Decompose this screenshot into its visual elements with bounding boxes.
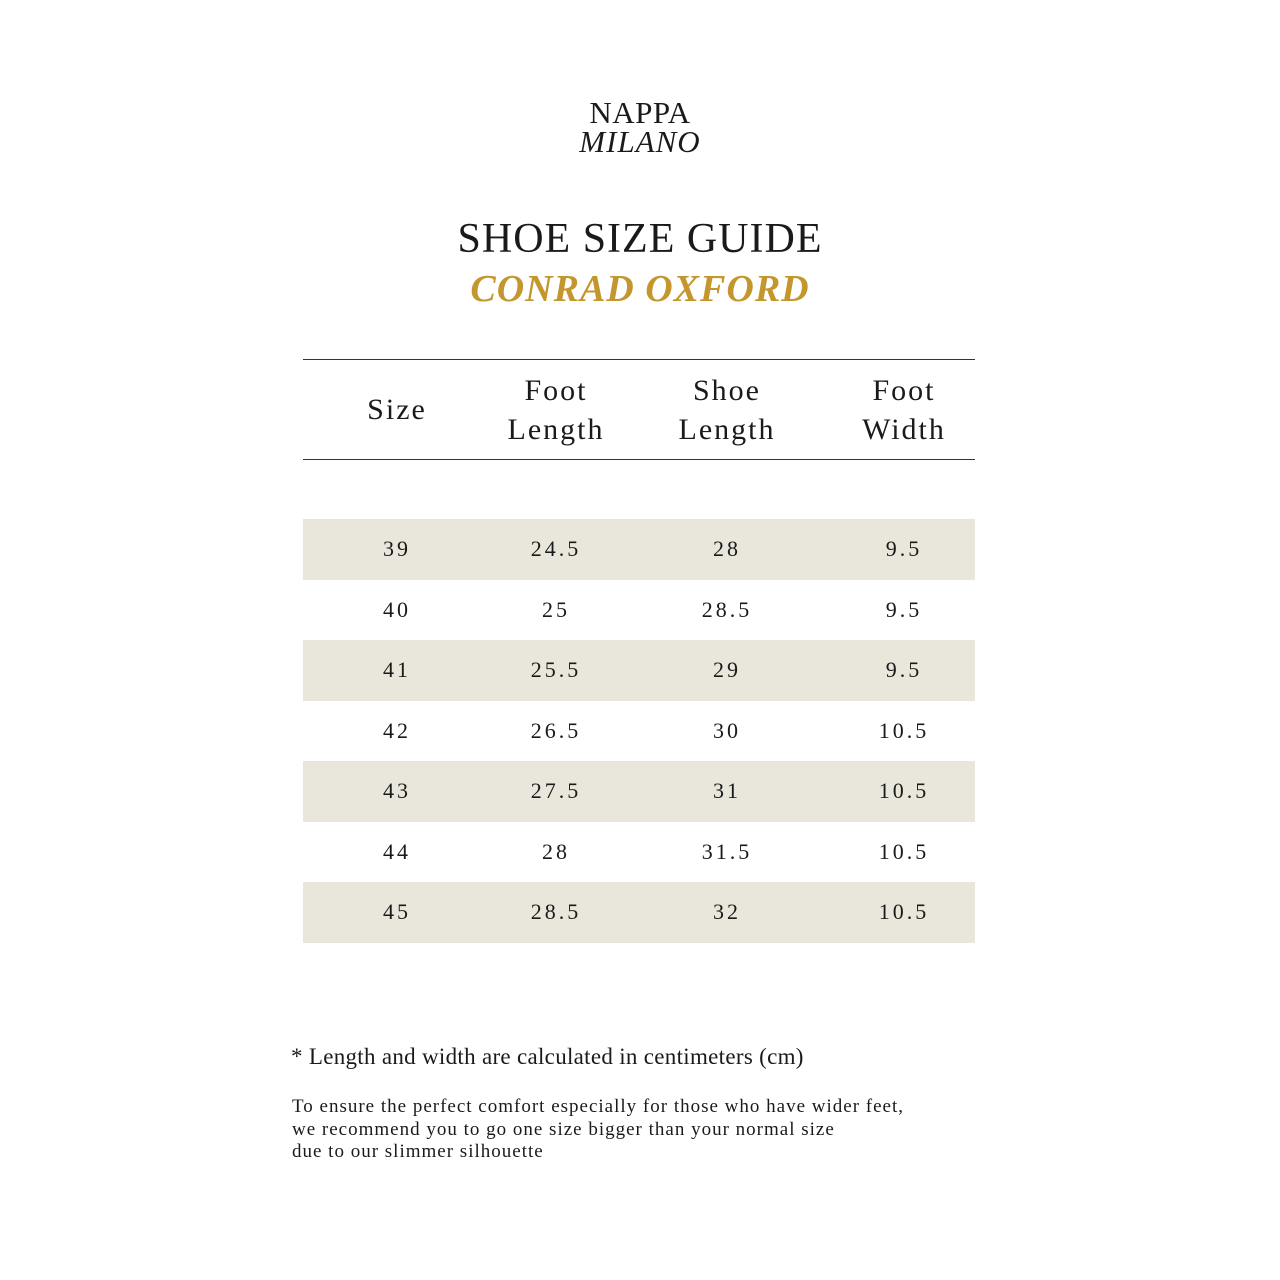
table-row xyxy=(303,761,975,822)
table-body xyxy=(303,519,975,943)
cell-foot-width: 9.5 xyxy=(885,596,923,622)
fit-advice-line: due to our slimmer silhouette xyxy=(292,1141,544,1162)
header-foot-width: Foot Width xyxy=(862,373,946,446)
cell-shoe-length: 32 xyxy=(713,899,741,925)
cell-foot-width: 10.5 xyxy=(878,838,930,864)
cell-foot-width: 9.5 xyxy=(885,657,923,683)
units-note: * Length and width are calculated in centimeters (cm) xyxy=(291,1044,804,1069)
cell-foot-length: 24.5 xyxy=(530,536,582,562)
table-row xyxy=(303,640,975,701)
cell-shoe-length: 31.5 xyxy=(701,838,753,864)
cell-shoe-length: 29 xyxy=(713,657,741,683)
table-row xyxy=(303,822,975,883)
page-title: SHOE SIZE GUIDE xyxy=(457,216,823,262)
cell-size: 39 xyxy=(383,536,411,562)
brand-name-line1: NAPPA xyxy=(589,95,691,130)
cell-size: 43 xyxy=(383,778,411,804)
cell-shoe-length: 28 xyxy=(713,536,741,562)
header-shoe-length: Shoe Length xyxy=(678,373,776,446)
cell-shoe-length: 30 xyxy=(713,717,741,743)
cell-foot-length: 25.5 xyxy=(530,657,582,683)
brand-logo xyxy=(0,97,1280,157)
table-row xyxy=(303,519,975,580)
cell-foot-width: 10.5 xyxy=(878,717,930,743)
cell-foot-width: 10.5 xyxy=(878,899,930,925)
cell-shoe-length: 28.5 xyxy=(701,596,753,622)
product-name: CONRAD OXFORD xyxy=(470,268,810,310)
cell-size: 44 xyxy=(383,838,411,864)
fit-advice-line: we recommend you to go one size bigger than your normal size xyxy=(292,1118,835,1140)
cell-size: 41 xyxy=(383,657,411,683)
cell-foot-length: 25 xyxy=(542,596,570,622)
cell-size: 40 xyxy=(383,596,411,622)
table-header xyxy=(303,359,975,460)
cell-foot-width: 9.5 xyxy=(885,536,923,562)
cell-foot-length: 28 xyxy=(542,838,570,864)
fit-advice-line: To ensure the perfect comfort especially for those who have wider feet, xyxy=(292,1096,904,1117)
header-foot-length: Foot Length xyxy=(507,373,605,446)
header-size: Size xyxy=(367,393,427,426)
cell-foot-length: 28.5 xyxy=(530,899,582,925)
fit-advice xyxy=(292,1096,1012,1164)
cell-foot-width: 10.5 xyxy=(878,778,930,804)
cell-size: 45 xyxy=(383,899,411,925)
size-table xyxy=(303,359,975,943)
table-row xyxy=(303,580,975,641)
cell-foot-length: 27.5 xyxy=(530,778,582,804)
table-row xyxy=(303,882,975,943)
brand-name-line2: MILANO xyxy=(579,124,701,159)
cell-size: 42 xyxy=(383,717,411,743)
table-row xyxy=(303,701,975,762)
cell-foot-length: 26.5 xyxy=(530,717,582,743)
cell-shoe-length: 31 xyxy=(713,778,741,804)
